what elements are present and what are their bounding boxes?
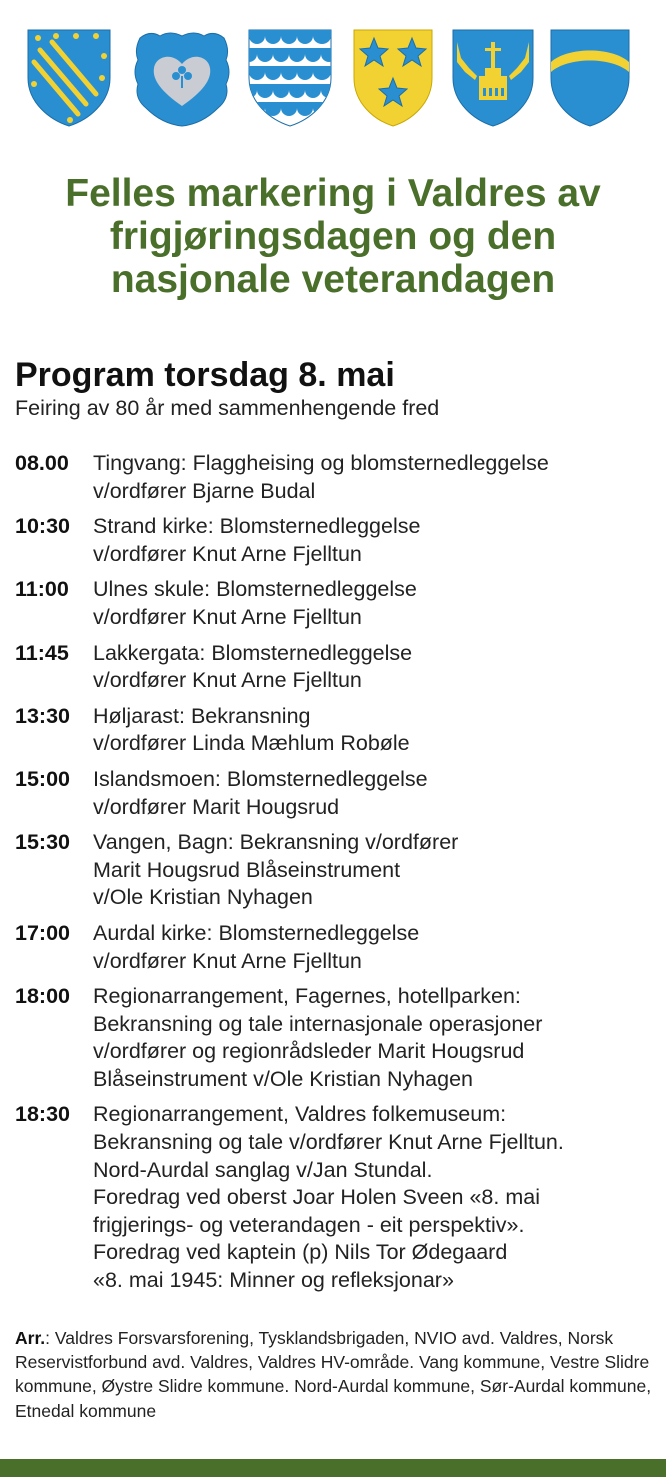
schedule-description: Tingvang: Flaggheising og blomsternedleggelse v/ordfører Bjarne Budal — [93, 451, 549, 503]
schedule-description: Lakkergata: Blomsternedleggelse v/ordfører Knut Arne Fjelltun — [93, 640, 413, 693]
swords-crest-icon — [26, 28, 112, 128]
schedule-time: 11:00 — [15, 577, 69, 602]
event-title: Felles markering i Valdres av frigjøringsdagen og den nasjonale veterandagen — [65, 172, 601, 301]
schedule-item — [15, 829, 655, 912]
schedule-item — [15, 766, 655, 821]
schedule-time: 11:45 — [15, 640, 69, 665]
schedule-time: 13:30 — [15, 703, 70, 728]
organizers-text: : Valdres Forsvarsforening, Tysklandsbrigaden, NVIO avd. Valdres, Norsk Reservistforbund avd. Valdres, Valdres HV-område. Vang kommune, Vestre Slidre kommune, Øystre Slidre kommune. Nord-Aurdal kommune, Sør-Aurdal kommune, Etnedal kommune — [15, 1328, 652, 1421]
schedule-item — [15, 513, 655, 568]
schedule-description: Regionarrangement, Fagernes, hotellparken: Bekransning og tale internasjonale operasjoner v/ordfører og regionrådsleder Marit Hougsrud Blåseinstrument v/Ole Kristian Nyhagen — [93, 984, 543, 1091]
schedule-item — [15, 640, 655, 695]
schedule-description: Ulnes skule: Blomsternedleggelse v/ordfører Knut Arne Fjelltun — [93, 577, 417, 629]
schedule-item — [15, 983, 655, 1093]
schedule-time: 18:00 — [15, 984, 70, 1009]
scale-pattern-crest-icon — [247, 28, 333, 128]
schedule-item — [15, 450, 655, 505]
schedule-description: Høljarast: Bekransning v/ordfører Linda Mæhlum Robøle — [93, 703, 410, 756]
schedule-time: 08.00 — [15, 451, 69, 475]
schedule-time: 15:30 — [15, 830, 70, 855]
program-title: Program torsdag 8. mai — [15, 356, 395, 394]
schedule-item — [15, 920, 655, 975]
schedule-time: 10:30 — [15, 514, 70, 539]
crest-row — [0, 28, 666, 132]
schedule-description: Regionarrangement, Valdres folkemuseum: Bekransning og tale v/ordfører Knut Arne Fjelltun. Nord-Aurdal sanglag v/Jan Stundal. Foredrag ved oberst Joar Holen Sveen «8. mai frigjerings- og veterandagen - eit perspektiv». Foredrag ved kaptein (p) Nils Tor Ødegaard «8. mai 1945: Minner og refleksjonar» — [93, 1102, 564, 1293]
organizers-note — [15, 1326, 655, 1423]
church-antlers-crest-icon — [451, 28, 535, 128]
organizers-label: Arr. — [15, 1328, 46, 1348]
schedule-description: Strand kirke: Blomsternedleggelse v/ordfører Knut Arne Fjelltun — [93, 514, 421, 566]
program-subtitle: Feiring av 80 år med sammenhengende fred — [15, 396, 440, 420]
heart-flower-crest-icon — [132, 28, 232, 128]
schedule-list — [15, 450, 655, 1303]
schedule-item — [15, 1101, 655, 1294]
schedule-time: 15:00 — [15, 766, 70, 791]
schedule-time: 17:00 — [15, 920, 70, 945]
three-stars-crest-icon — [352, 28, 434, 128]
bridge-crest-icon — [549, 28, 631, 128]
bottom-green-bar — [0, 1459, 666, 1477]
schedule-description: Islandsmoen: Blomsternedleggelse v/ordfører Marit Hougsrud — [93, 766, 428, 819]
schedule-description: Aurdal kirke: Blomsternedleggelse v/ordfører Knut Arne Fjelltun — [93, 920, 420, 973]
schedule-description: Vangen, Bagn: Bekransning v/ordfører Marit Hougsrud Blåseinstrument v/Ole Kristian Nyhagen — [93, 830, 459, 910]
schedule-item — [15, 703, 655, 758]
schedule-item — [15, 576, 655, 631]
schedule-time: 18:30 — [15, 1102, 70, 1127]
